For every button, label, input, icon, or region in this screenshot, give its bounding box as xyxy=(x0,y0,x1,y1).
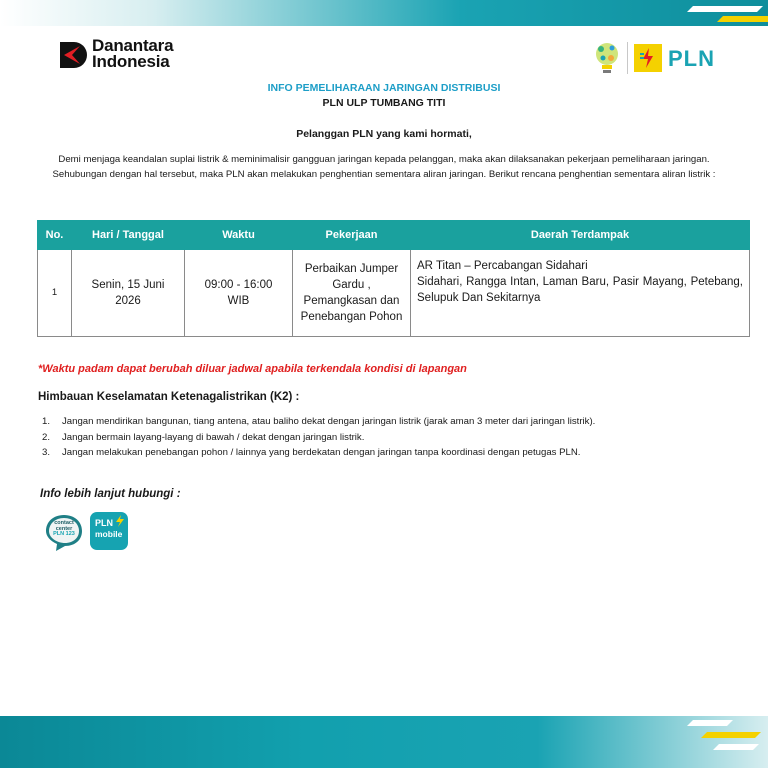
logo-separator xyxy=(627,42,628,74)
k2-title: Himbauan Keselamatan Ketenagalistrikan (K2) : xyxy=(38,391,300,403)
contact-center-logo: contact center PLN 123 xyxy=(44,512,84,552)
cell-date: Senin, 15 Juni 2026 xyxy=(72,250,185,337)
cell-no: 1 xyxy=(38,250,72,337)
schedule-table xyxy=(37,220,750,337)
schedule-warning: *Waktu padam dapat berubah diluar jadwal apabila terkendala kondisi di lapangan xyxy=(38,363,467,375)
pln-mobile-logo: PLN mobile xyxy=(90,512,128,550)
area-detail: Sidahari, Rangga Intan, Laman Baru, Pasir Mayang, Petebang, Selupuk Dan Sekitarnya xyxy=(417,276,743,304)
header-band xyxy=(0,0,768,26)
header-no: No. xyxy=(38,221,72,250)
intro-text: Demi menjaga keandalan suplai listrik & meminimalisir gangguan jaringan kepada pelanggan, maka akan dilaksanakan pekerjaan pemeliharaan jaringan. Sehubungan dengan hal tersebut, maka PLN akan melakukan penghentian sementara aliran jaringan. Berikut rencana penghentian sementara aliran listrik : xyxy=(52,154,716,180)
pln-logo-icon xyxy=(634,44,662,72)
area-title: AR Titan – Percabangan Sidahari xyxy=(417,260,588,272)
header-time: Waktu xyxy=(185,221,293,250)
contact-info-title: Info lebih lanjut hubungi : xyxy=(40,488,181,500)
lightbulb-logo-icon xyxy=(592,40,622,78)
pln-logo-text: PLN xyxy=(668,46,715,71)
page-subtitle: PLN ULP TUMBANG TITI xyxy=(322,97,446,109)
header-date: Hari / Tanggal xyxy=(72,221,185,250)
danantara-logo-text: Danantara Indonesia xyxy=(92,36,174,71)
cell-area xyxy=(411,250,750,337)
header-area: Daerah Terdampak xyxy=(411,221,750,250)
page-title: INFO PEMELIHARAAN JARINGAN DISTRIBUSI xyxy=(267,82,501,94)
header-work: Pekerjaan xyxy=(293,221,411,250)
footer-band xyxy=(0,716,768,768)
table-header-row xyxy=(38,221,750,250)
danantara-logo-icon xyxy=(58,40,88,70)
list-item: 3. Jangan melakukan penebangan pohon / lainnya yang berdekatan dengan jaringan tanpa koordinasi dengan petugas PLN. xyxy=(42,447,581,458)
cell-work: Perbaikan Jumper Gardu , Pemangkasan dan Penebangan Pohon xyxy=(293,250,411,337)
greeting: Pelanggan PLN yang kami hormati, xyxy=(296,128,472,140)
table-row xyxy=(38,250,750,337)
k2-list xyxy=(38,414,595,461)
list-item: 1. Jangan mendirikan bangunan, tiang antena, atau baliho dekat dengan jaringan listrik (jarak aman 3 meter dari jaringan listrik). xyxy=(42,416,596,427)
list-item: 2. Jangan bermain layang-layang di bawah / dekat dengan jaringan listrik. xyxy=(42,431,365,443)
cell-time: 09:00 - 16:00 WIB xyxy=(185,250,293,337)
lightning-icon xyxy=(115,515,125,527)
